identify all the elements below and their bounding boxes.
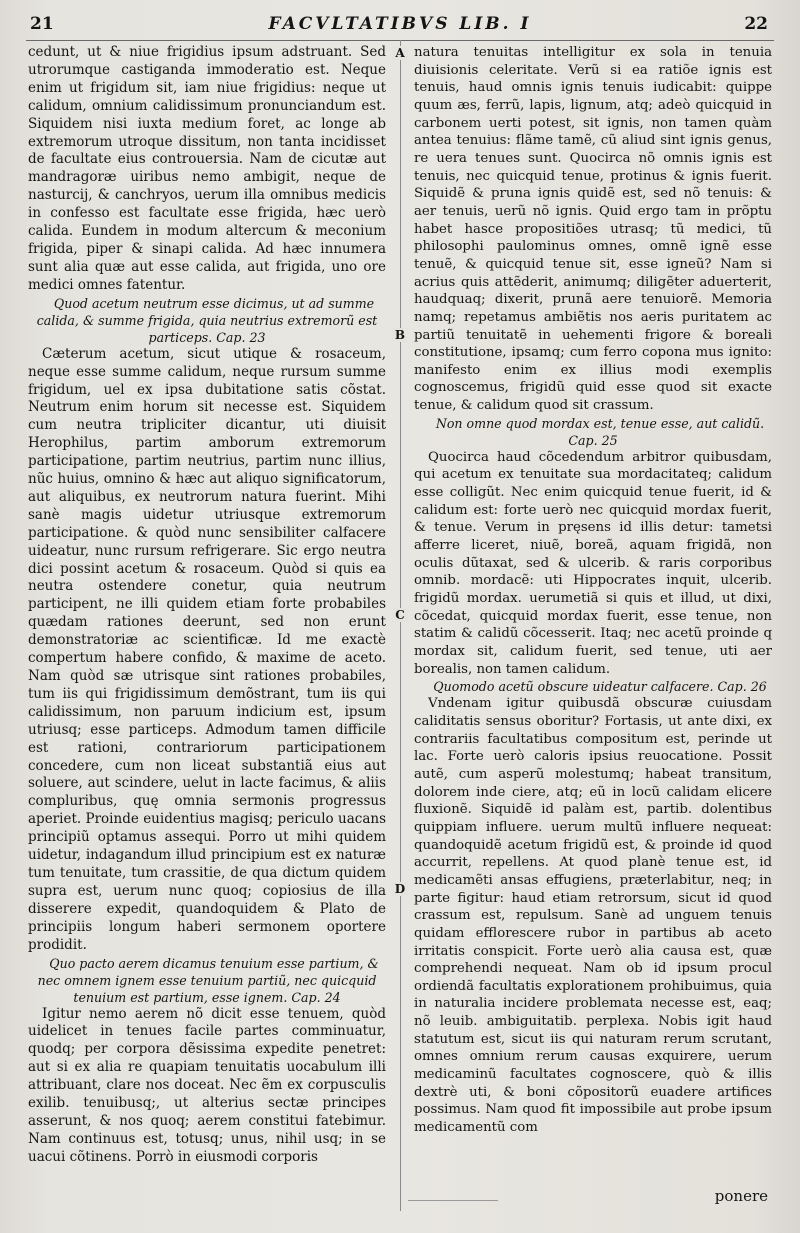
left-paragraph-2: Cæterum acetum, sicut utique & rosaceum, neque esse summe calidum, neque rursum summe frigidum, uel ex ipsa dubitatione satis cõstat. Neutrum enim horum sit necesse est. Siquidem cum neutra tripliciter dicantur, uti diuisit Herophilus, partim amborum extremorum participatione, partim neutrius, partim nunc illius, nũc huius, omnino & hæc aut aliquo significatorum, aut aliquibus, ex neutrorum natura fuerint. Mihi sanè magis uidetur utriusque extremorum participatione. & quòd nunc sensibiliter calfacere uideatur, nunc rursum refrigerare. Sic ergo neutra dici possint acetum & rosaceum. Quòd si quis ea neutra ostendere conetur, quia neutrum participent, ne illi quidem etiam forte probabiles quædam rationes deerunt, sed non erunt demonstratoriæ ac scientificæ. Id me exactè compertum habere confido, & maxime de aceto. Nam quòd sæ utrisque sint rationes probabiles, tum iis qui frigidissimum demõstrant, tum iis qui calidissimum, non paruum indicium est, ipsum utriusq; esse particeps. Admodum tamen difficile est rationi, contrariorum participationem concedere, cum non liceat substantiã eius aut soluere, aut scindere, uelut in lacte facimus, & aliis compluribus, quę omnia sermonis progressus aperiet. Proinde euidentius magisq; periculo uacans principiũ optamus assequi. Porro ut mihi quidem uidetur, indagandum illud principium est ex naturæ tum tenuitate, tum crassitie, de qua dictum quidem supra est, uerum nunc quoq; copiosius de illa disserere expedit, quandoquidem & Plato de principiis longum haberi sermonem oportere prodidit. [28,345,386,953]
right-paragraph-2: Quocirca haud cõcedendum arbitror quibusdam, qui acetum ex tenuitate sua mordacitateq; calidum esse colligũt. Nec enim quicquid tenue fuerit, id & calidum est: forte uerò nec quicquid mordax fuerit, & tenue. Verum in pręsens id illis detur: tametsi afferre liceret, niuẽ, boreã, aquam frigidã, non oculis dũtaxat, sed & ulcerib. & raris corporibus omnib. mordacẽ: uti Hippocrates inquit, ulcerib. frigidũ mordax. uerumetiã si quis et illud, ut dixi, cõcedat, quicquid mordax fuerit, esse tenue, non statim & calidũ cõcesserit. Itaq; nec acetũ proinde q mordax sit, calidum fuerit, sed tenue, uti aer borealis, non tamen calidum. [414,449,772,677]
column-divider [400,40,401,1211]
left-paragraph-3: Igitur nemo aerem nõ dicit esse tenuem, quòd uidelicet in tenues facile partes comminuatur, quodq; per corpora dẽsissima expedite penetret: aut si ex alia re quapiam tenuitatis uocabulum illi attribuant, clare nos doceat. Nec ẽm ex corpusculis exilib. tenuibusq;, ut alterius sectæ principes asserunt, & nos quoq; aerem constitui fatebimur. Nam continuus est, totusq; unus, nihil usq; in se uacui cõtinens. Porrò in eiusmodi corporis [28,1005,386,1165]
margin-letter-b: B [392,328,408,342]
left-column [28,44,386,1167]
chapter-23-heading: Quod acetum neutrum esse dicimus, ut ad summe calida, & summe frigida, quia neutrius extremorũ est particeps. Cap. 23 [36,295,378,345]
page-tear-line [408,1190,498,1201]
margin-letter-a: A [392,46,408,60]
margin-letter-c: C [392,608,408,622]
chapter-26-heading: Quomodo acetũ obscure uideatur calfacere. Cap. 26 [433,679,767,695]
left-paragraph-1: cedunt, ut & niue frigidius ipsum adstruant. Sed utrorumque castiganda immoderatio est. Neque enim ut frigidum sit, iam niue frigidius: neque ut calidum, omnium calidissimum pronunciandum est. Siquidem nisi iuxta medium foret, ac longe ab extremorum utroque dissitum, non tanta incidisset de facultate eius controuersia. Nam de cicutæ aut mandragoræ uiribus nemo ambigit, neque de nasturcij, & canchryos, uerum illa omnibus medicis in confesso est facultate esse frigida, hæc uerò calida. Eundem in modum altercum & meconium frigida, piper & sinapi calida. Ad hæc innumera sunt alia quæ aut esse calida, aut frigida, uno ore medici omnes fatentur. [28,44,386,293]
chapter-25-heading: Non omne quod mordax est, tenue esse, aut calidũ. Cap. 25 [435,415,765,448]
margin-letter-d: D [392,882,408,896]
right-paragraph-1: natura tenuitas intelligitur ex sola in tenuia diuisionis celeritate. Verũ si ea ratiõe ignis est tenuis, haud omnis ignis tenuis iudicabit: quippe quum æs, ferrũ, lapis, lignum, atq; adeò quicquid in carbonem uerti potest, sit ignis, non tamen quàm antea tenuius: flãme tamẽ, cũ aliud sint ignis genus, re uera tenues sunt. Quocirca nõ omnis ignis est tenuis, nec quicquid tenue, protinus & ignis fuerit. Siquidẽ & pruna ignis quidẽ est, sed nõ tenuis: & aer tenuis, uerũ nõ ignis. Quid ergo tam in prõptu habet hasce propositiões utrasq; tũ medici, tũ philosophi paulominus omnes, omnẽ ignẽ esse tenuẽ, & quicquid tenue sit, esse igneũ? Nam si acrius quis attẽderit, animumq; diligẽter aduerterit, haudquaq; dixerit, prunã aere tenuiorẽ. Memoria namq; repetamus ambiẽtis nos aeris puritatem ac partiũ tenuitatẽ in uehementi frigore & boreali constitutione, ipsamq; cum ferro copona mus ignito: manifesto enim ex illius modi exemplis cognoscemus, frigidũ quid esse quod sit exacte tenue, & calidum quod sit crassum. [414,45,772,414]
right-paragraph-3: Vndenam igitur quibusdã obscuræ cuiusdam caliditatis sensus oboritur? Fortasis, ut ante dixi, ex contrariis facultatibus compositum est, perinde ut lac. Forte uerò caloris ipsius reuocatione. Possit autẽ, cum asperũ molestumq; habeat transitum, dolorem inde ciere, atq; eũ in locũ calidam elicere fluxionẽ. Siquidẽ id palàm est, partib. dolentibus quippiam influere. uerum multũ influere nequeat: quandoquidẽ acetum frigidũ est, & proinde id quod accurrit, repellens. At quod planè tenue est, id medicamẽti ansas effugiens, præterlabitur, neq; in parte figitur: haud etiam retrorsum, sicut id quod crassum est, repulsum. Sanè ad unguem tenuis quidam efflorescere rubor in partibus ab aceto irritatis conspicit. Forte uerò alia causa est, quæ comprehendi nequeat. Nam ob id ipsum procul ordiendã facultatis explorationem prohibuimus, quia in naturalia incidere problemata necesse est, eaq; nõ leuib. ambiguitatib. perplexa. Nobis igit haud statutum est, sicut iis qui naturam rerum scrutant, omnes omnium rerum causas exquirere, uerum medicaminũ facultates cognoscere, quò & illis dextrè uti, & boni cõpositorũ euadere artifices possimus. Nam quod fit impossibile aut probe ipsum medicamentũ com [414,696,772,1136]
left-page-number: 21 [30,14,54,34]
catchword: ponere [714,1187,768,1205]
right-column [414,44,772,1137]
right-page-number: 22 [744,14,768,34]
running-header [0,0,800,40]
chapter-24-heading: Quo pacto aerem dicamus tenuium esse partium, & nec omnem ignem esse tenuium partiũ, nec quicquid tenuium est partium, esse ignem. Cap. 24 [37,955,379,1005]
running-title: FACVLTATIBVS LIB. I [268,14,532,34]
